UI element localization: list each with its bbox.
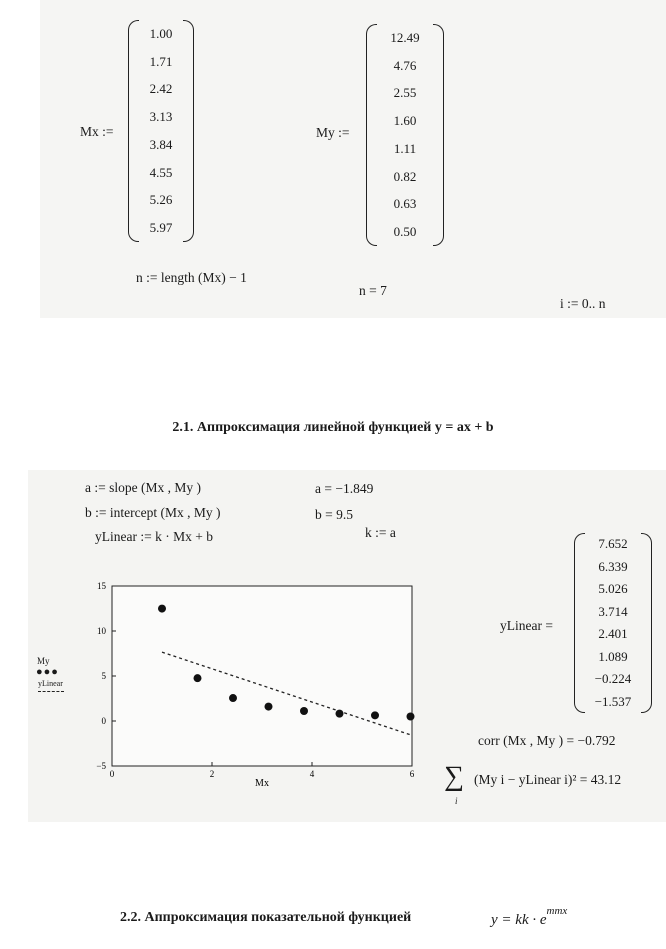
chart-x-tick-label: 6 (409, 769, 415, 779)
matrix-cell: 2.42 (149, 81, 173, 97)
formula-exponent: mmx (546, 905, 568, 917)
chart-plot-frame (112, 586, 412, 766)
matrix-cell: 3.13 (149, 109, 173, 125)
chart-point-my (194, 674, 202, 682)
n-definition: n := length (Mx) − 1 (136, 270, 247, 285)
matrix-cell: 1.60 (393, 113, 417, 129)
matrix-cell: 12.49 (390, 29, 420, 45)
matrix-cell: 5.026 (598, 581, 628, 597)
section-heading-exponential: 2.2. Аппроксимация показательной функцией (120, 910, 412, 925)
chart-x-axis-label: Mx (255, 778, 269, 788)
my-label: My := (316, 125, 350, 140)
chart-point-my (336, 710, 344, 718)
matrix-cell: −1.537 (594, 693, 632, 709)
chart-y-tick-label: 5 (101, 671, 106, 681)
chart-point-my (407, 713, 415, 721)
chart-y-tick-label: 0 (101, 716, 106, 726)
ylinear-matrix (574, 533, 652, 713)
legend-my-label: My (37, 656, 50, 666)
linear-approximation-chart (82, 578, 422, 788)
matrix-cell: 6.339 (598, 558, 628, 574)
ylinear-label: yLinear = (500, 618, 553, 633)
n-value: n = 7 (359, 283, 387, 298)
matrix-cell: 5.97 (149, 220, 173, 236)
matrix-cell: 3.714 (598, 603, 628, 619)
matrix-cell: 5.26 (149, 192, 173, 208)
matrix-cell: 1.11 (393, 140, 417, 156)
mx-label: Mx := (80, 124, 114, 139)
correlation-result: corr (Mx , My ) = −0.792 (478, 733, 616, 748)
ylinear-definition: yLinear := k · Mx + b (95, 529, 213, 544)
section-heading-linear: 2.1. Аппроксимация линейной функцией y = ax + b (172, 420, 494, 435)
sum-squared-residuals: (My i − yLinear i)² = 43.12 (474, 772, 622, 787)
exponential-formula (491, 905, 568, 929)
legend-ylinear-label: yLinear (38, 679, 63, 688)
chart-point-my (229, 694, 237, 702)
legend-my-marker: ●●● (36, 666, 59, 678)
chart-x-tick-label: 0 (109, 769, 115, 779)
a-definition: a := slope (Mx , My ) (85, 480, 201, 495)
b-value: b = 9.5 (315, 507, 353, 522)
matrix-cell: 4.76 (393, 57, 417, 73)
formula-main: y = kk · e (491, 912, 547, 928)
b-definition: b := intercept (Mx , My ) (85, 505, 221, 520)
matrix-cell: 2.55 (393, 85, 417, 101)
i-definition: i := 0.. n (560, 296, 606, 311)
legend-ylinear-marker (38, 691, 64, 692)
chart-x-tick-label: 4 (309, 769, 315, 779)
chart-point-my (371, 711, 379, 719)
matrix-cell: 2.401 (598, 626, 628, 642)
matrix-cell: 1.089 (598, 648, 628, 664)
chart-point-my (265, 703, 273, 711)
matrix-cell: −0.224 (594, 671, 632, 687)
matrix-cell: 0.50 (393, 224, 417, 240)
matrix-cell: 3.84 (149, 136, 173, 152)
sum-index: i (455, 796, 458, 806)
chart-point-my (158, 605, 166, 613)
chart-y-tick-label: 15 (97, 581, 106, 591)
my-matrix (366, 24, 444, 246)
chart-y-tick-label: 10 (97, 626, 106, 636)
mx-matrix (128, 20, 194, 242)
matrix-cell: 1.71 (149, 53, 173, 69)
a-value: a = −1.849 (315, 481, 374, 496)
sum-symbol: ∑ (444, 761, 464, 792)
matrix-cell: 7.652 (598, 536, 628, 552)
chart-x-tick-label: 2 (209, 769, 215, 779)
k-definition: k := a (365, 525, 396, 540)
matrix-cell: 0.63 (393, 196, 417, 212)
chart-y-tick-label: −5 (96, 761, 106, 771)
matrix-cell: 4.55 (149, 164, 173, 180)
chart-point-my (300, 707, 308, 715)
matrix-cell: 0.82 (393, 168, 417, 184)
matrix-cell: 1.00 (149, 25, 173, 41)
